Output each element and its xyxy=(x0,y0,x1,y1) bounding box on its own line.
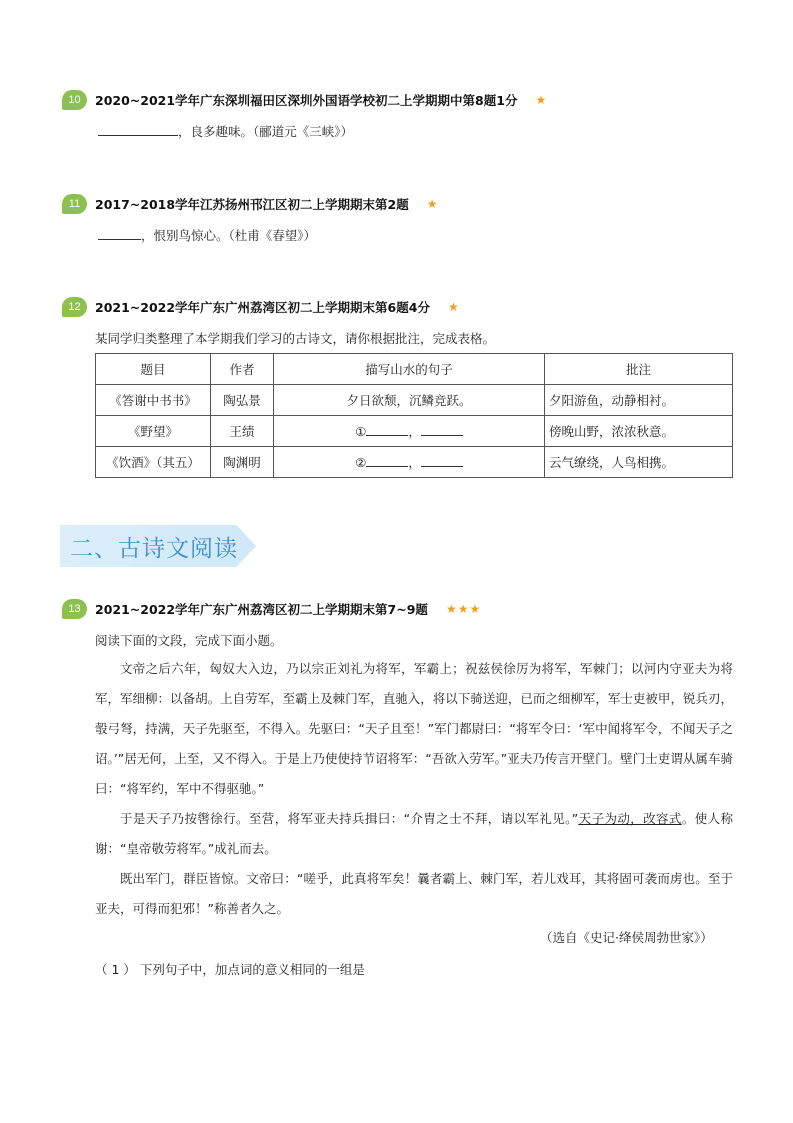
table-cell: 王绩 xyxy=(211,416,274,447)
table-row xyxy=(96,385,733,416)
answer-blank[interactable] xyxy=(366,423,408,436)
answer-blank[interactable] xyxy=(421,423,463,436)
passage-source: （选自《史记·绛侯周勃世家》） xyxy=(540,930,713,945)
table-cell: 夕阳游鱼，动静相衬。 xyxy=(545,385,733,416)
question-number-badge: 12 xyxy=(62,297,87,317)
passage-paragraph: 既出军门，群臣皆惊。文帝曰：“嗟乎，此真将军矣！曩者霸上、棘门军，若儿戏耳，其将固可袭而虏也。至于亚夫，可得而犯邪！”称善者久之。 xyxy=(95,871,733,916)
question-10-header xyxy=(62,88,547,112)
passage-paragraph xyxy=(95,804,733,864)
answer-blank[interactable] xyxy=(98,123,178,136)
section-title: 二、古诗文阅读 xyxy=(70,536,238,562)
table-cell: 陶弘景 xyxy=(211,385,274,416)
question-number-badge: 10 xyxy=(62,90,87,110)
table-cell-blanks xyxy=(274,447,545,478)
table-header: 描写山水的句子 xyxy=(274,354,545,385)
question-title: 2020~2021学年广东深圳福田区深圳外国语学校初二上学期期中第8题1分 xyxy=(95,93,518,108)
table-cell: 云气缭绕，人鸟相携。 xyxy=(545,447,733,478)
blank-marker: ② xyxy=(355,455,367,470)
comma: ， xyxy=(408,424,421,439)
question-number-badge: 11 xyxy=(62,194,87,214)
question-13-header xyxy=(62,597,481,621)
comma: ， xyxy=(408,455,421,470)
underlined-sentence: 天子为动，改容式 xyxy=(578,811,682,826)
table-cell-blanks xyxy=(274,416,545,447)
table-row xyxy=(96,447,733,478)
answer-blank[interactable] xyxy=(366,454,408,467)
table-cell: 陶渊明 xyxy=(211,447,274,478)
table-row xyxy=(96,416,733,447)
table-header: 题目 xyxy=(96,354,211,385)
difficulty-stars: ★ xyxy=(426,197,439,211)
blank-marker: ① xyxy=(355,424,367,439)
passage-text: 。使人称谢：“皇帝敬劳将军。”成礼而去。 xyxy=(95,811,733,856)
question-title: 2021~2022学年广东广州荔湾区初二上学期期末第7~9题 xyxy=(95,602,428,617)
difficulty-stars: ★ xyxy=(447,300,460,314)
reading-passage xyxy=(95,654,733,924)
table-cell: 《答谢中书书》 xyxy=(96,385,211,416)
question-10-text xyxy=(98,122,353,140)
question-text: ，恨别鸟惊心。（杜甫《春望》） xyxy=(141,228,317,243)
difficulty-stars: ★★★ xyxy=(445,602,482,616)
table-cell: 《饮酒》（其五） xyxy=(96,447,211,478)
passage-paragraph: 文帝之后六年，匈奴大入边，乃以宗正刘礼为将军，军霸上；祝兹侯徐厉为将军，军棘门；以河内守亚夫为将军，军细柳：以备胡。上自劳军，至霸上及棘门军，直驰入，将以下骑送迎，已而之细柳军，军士吏被甲，锐兵刃，彀弓弩，持满，天子先驱至，不得入。先驱曰：“天子且至！”军门都尉曰：“将军令曰：‘军中闻将军令，不闻天子之诏。’”居无何，上至，又不得入。于是上乃使使持节诏将军：“吾欲入劳军。”亚夫乃传言开壁门。壁门士吏谓从属车骑曰：“将军约，军中不得驱驰。” xyxy=(95,661,733,796)
table-header: 作者 xyxy=(211,354,274,385)
question-text: ，良多趣味。（郦道元《三峡》） xyxy=(178,124,354,139)
question-12-header xyxy=(62,295,460,319)
question-12-intro: 某同学归类整理了本学期我们学习的古诗文，请你根据批注，完成表格。 xyxy=(95,331,496,346)
table-header-row xyxy=(96,354,733,385)
question-11-header xyxy=(62,192,439,216)
question-13-intro: 阅读下面的文段，完成下面小题。 xyxy=(95,633,283,648)
question-number-badge: 13 xyxy=(62,599,87,619)
answer-blank[interactable] xyxy=(421,454,463,467)
question-title: 2021~2022学年广东广州荔湾区初二上学期期末第6题4分 xyxy=(95,300,430,315)
poem-table xyxy=(95,353,733,478)
table-cell: 《野望》 xyxy=(96,416,211,447)
table-cell: 傍晚山野，浓浓秋意。 xyxy=(545,416,733,447)
question-11-text xyxy=(98,226,316,244)
answer-blank[interactable] xyxy=(98,227,141,240)
table-cell: 夕日欲颓，沉鳞竞跃。 xyxy=(274,385,545,416)
sub-question-1: （ 1 ） 下列句子中，加点词的意义相同的一组是 xyxy=(95,962,365,977)
question-title: 2017~2018学年江苏扬州邗江区初二上学期期末第2题 xyxy=(95,197,409,212)
table-header: 批注 xyxy=(545,354,733,385)
passage-text: 于是天子乃按辔徐行。至营，将军亚夫持兵揖曰：“介胄之士不拜，请以军礼见。” xyxy=(120,811,579,826)
difficulty-stars: ★ xyxy=(535,93,548,107)
